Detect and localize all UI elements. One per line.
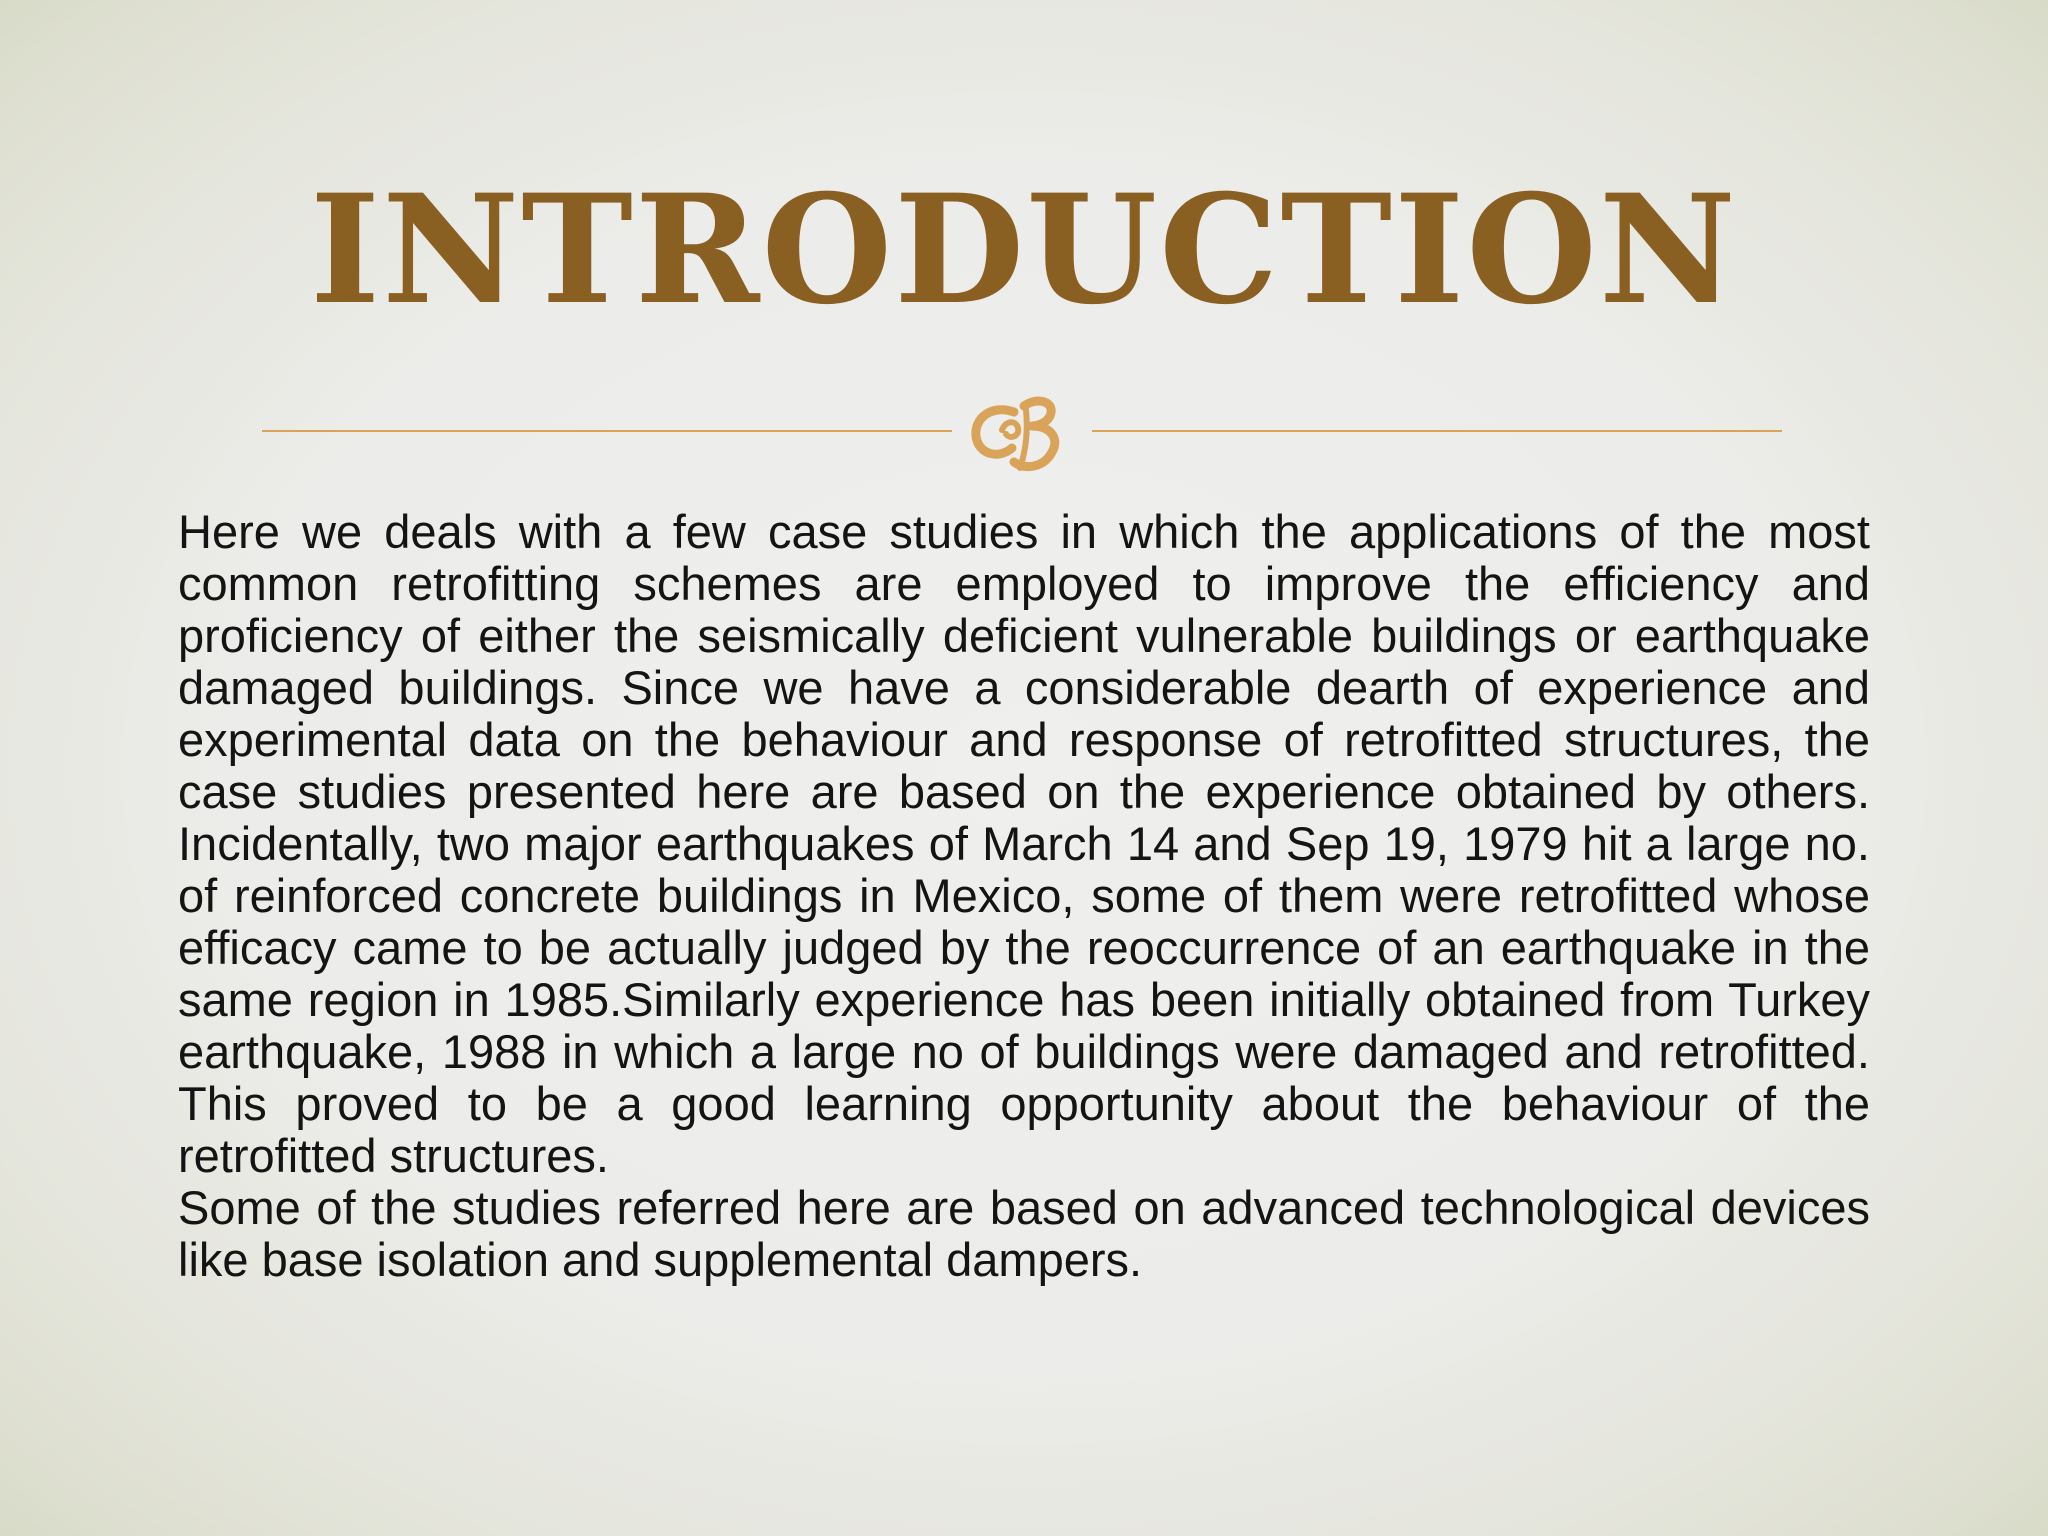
scroll-flourish-icon	[952, 390, 1092, 480]
slide-body	[178, 506, 1870, 1286]
divider-line-left	[262, 430, 952, 432]
slide-title: INTRODUCTION	[309, 162, 1739, 338]
divider-line-right	[1092, 430, 1782, 432]
body-paragraph-1: Here we deals with a few case studies in which the applications of the most common retrofitting schemes are employed to improve the efficiency and proficiency of either the seismically deficient vulnerable buildings or earthquake damaged buildings. Since we have a considerable dearth of experience and experimental data on the behaviour and response of retrofitted structures, the case studies presented here are based on the experience obtained by others. Incidentally, two major earthquakes of March 14 and Sep 19, 1979 hit a large no. of reinforced concrete buildings in Mexico, some of them were retrofitted whose efficacy came to be actually judged by the reoccurrence of an earthquake in the same region in 1985.Similarly experience has been initially obtained from Turkey earthquake, 1988 in which a large no of buildings were damaged and retrofitted. This proved to be a good learning opportunity about the behaviour of the retrofitted structures.	[178, 505, 1870, 1182]
body-paragraph-2: Some of the studies referred here are based on advanced technological devices like base isolation and supplemental dampers.	[178, 1181, 1870, 1286]
title-divider	[262, 390, 1782, 480]
